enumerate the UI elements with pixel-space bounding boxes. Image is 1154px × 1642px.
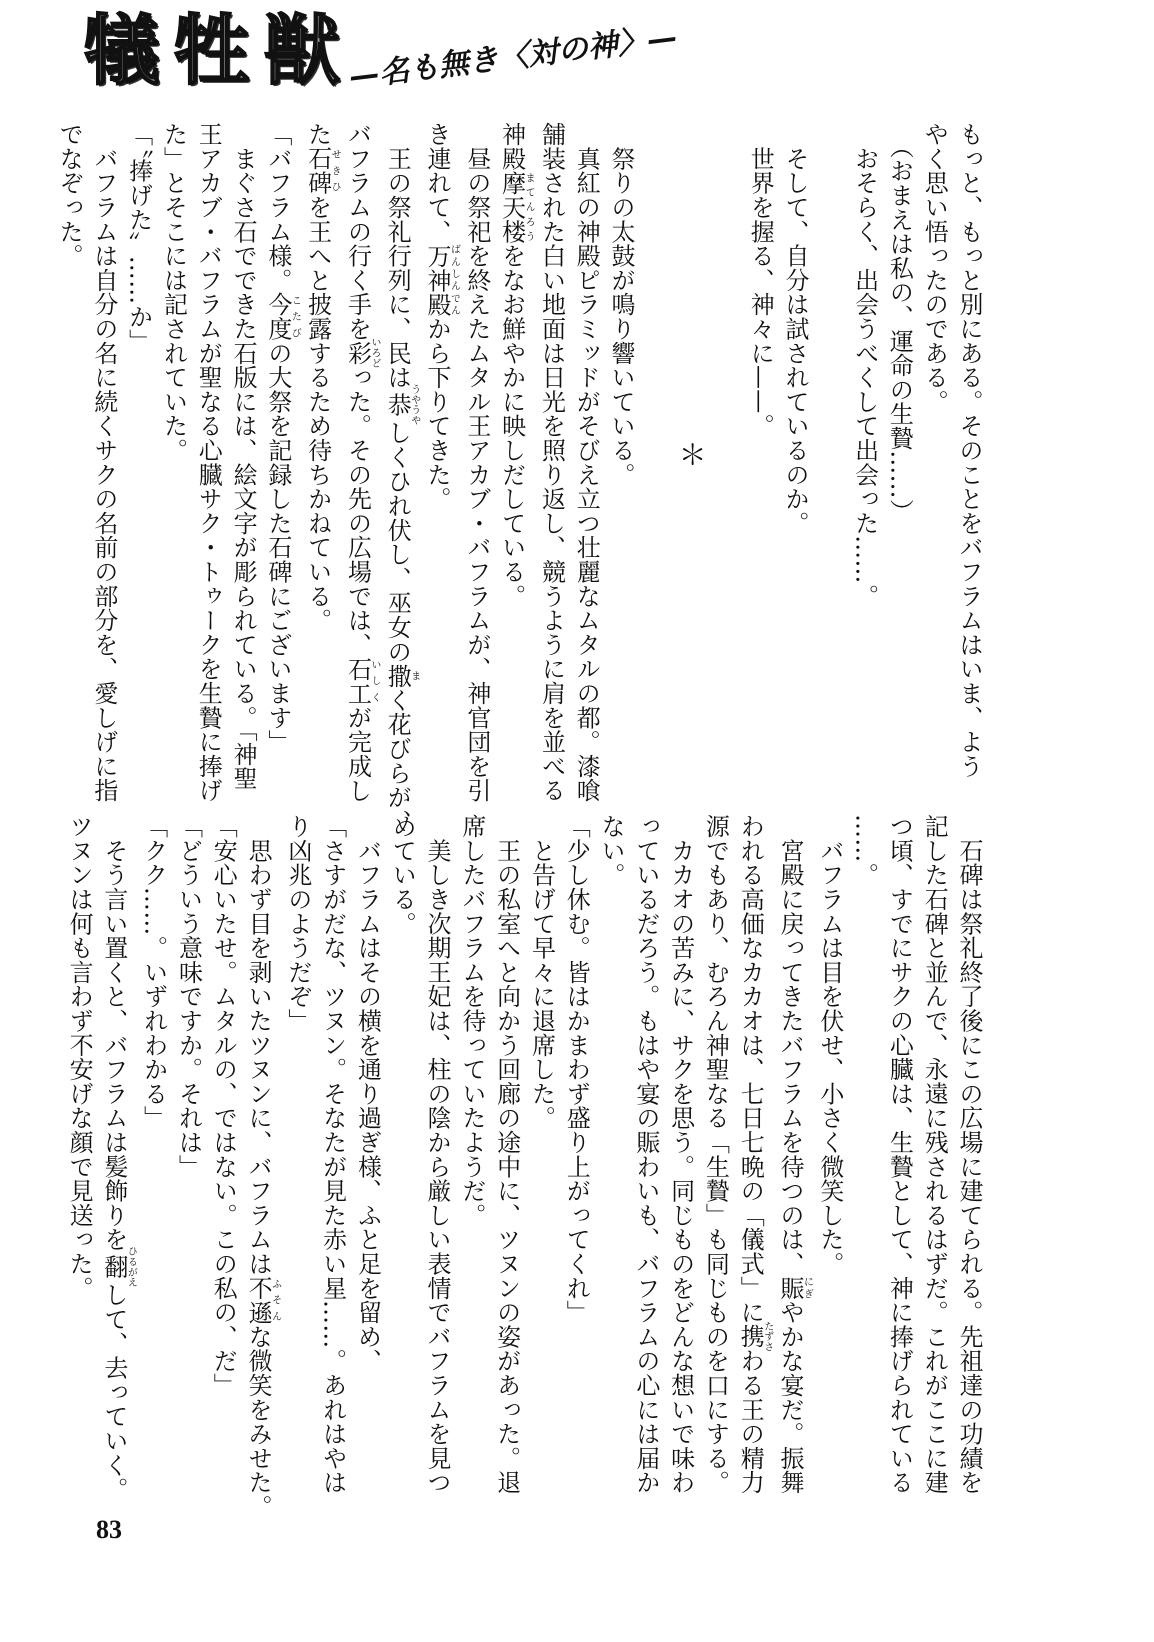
text-line: まぐさ石でできた石版には、絵文字が彫られている。「神聖 xyxy=(229,122,258,791)
text-line: そして、自分は試されているのか。 xyxy=(781,122,810,536)
ruby-annotation: 賑にぎ xyxy=(776,1275,813,1301)
text-line: 王の祭礼行列に、民は恭うやうやしくひれ伏し、巫女の撒まく花びらが、 xyxy=(383,122,420,834)
ruby-annotation: 携たずさ xyxy=(736,1321,773,1352)
ruby-annotation: 石碑せきひ xyxy=(303,146,341,195)
ruby-annotation: 翻ひるがえ xyxy=(99,1246,137,1288)
ruby-reading: せきひ xyxy=(329,146,341,195)
text-line: 「少し休む。皆はかまわず盛り上がってくれ」 xyxy=(562,814,591,1325)
text-line: 昼の祭祀を終えたムタル王アカブ・バフラムが、神官団を引 xyxy=(462,122,491,803)
text-line: た石碑せきひを王へと披露するため待ちかねている。 xyxy=(303,122,341,633)
text-line: ない。 xyxy=(597,814,626,887)
text-line: やく思い悟ったのである。 xyxy=(920,122,949,414)
text-line: ……。 xyxy=(850,814,879,887)
ruby-annotation: 不遜ふそん xyxy=(244,1275,281,1325)
text-line: た」とそこには記されていた。 xyxy=(159,122,188,463)
text-line: 舗装された白い地面は日光を照り返し、競うように肩を並べる xyxy=(537,122,566,803)
ruby-reading: ま xyxy=(408,663,420,688)
text-line: 思わず目を剥いたツヌンに、バフラムは不遜ふそんな微笑をみせた。 xyxy=(244,814,281,1519)
title-main: 犠牲獣 xyxy=(84,6,354,95)
ruby-reading: ひるがえ xyxy=(125,1246,137,1288)
text-line: めている。 xyxy=(388,814,417,936)
ruby-reading: ふそん xyxy=(269,1275,281,1325)
text-line: カカオの苦みに、サクを思う。同じものをどんな想いで味わ xyxy=(666,814,695,1495)
ruby-annotation: 彩いろど xyxy=(343,337,380,369)
text-line: り凶兆のようだぞ」 xyxy=(283,814,312,1033)
ruby-annotation: 撒ま xyxy=(383,663,420,688)
text-line: 神殿摩天楼まてんろうをなお鮮やかに映しだしている。 xyxy=(497,122,535,609)
ruby-reading: たずさ xyxy=(761,1321,773,1352)
ruby-reading: ばんしんでん xyxy=(448,243,460,317)
text-line: （おまえは私の、運命の生贄……） xyxy=(885,122,914,524)
ruby-reading: にぎ xyxy=(801,1275,813,1301)
text-line: 美しき次期王妃は、柱の陰から厳しい表情でバフラムを見つ xyxy=(423,814,452,1495)
ruby-reading: こたび xyxy=(289,292,301,341)
text-line: もっと、もっと別にある。そのことをバフラムはいま、よう xyxy=(955,122,983,779)
ruby-annotation: 恭うやうや xyxy=(383,384,420,426)
text-line: 「〝捧げた〟……か」 xyxy=(124,122,153,353)
text-line: バフラムはその横を通り過ぎ様、ふと足を留め、 xyxy=(353,814,382,1373)
text-line: 真紅の神殿ピラミッドがそびえ立つ壮麗なムタルの都。漆喰 xyxy=(572,122,601,803)
text-line xyxy=(708,122,743,787)
text-line: われる高価なカカオは、七日七晩の「儀式」に携たずさわる王の精力 xyxy=(736,814,773,1495)
text-line: と告げて早々に退席した。 xyxy=(527,814,556,1130)
ruby-reading: いしく xyxy=(368,656,380,706)
text-line: 王の私室へと向かう回廊の途中に、ツヌンの姿があった。退 xyxy=(492,814,521,1495)
text-line xyxy=(812,122,847,787)
text-line: 記した石碑と並んで、永遠に残されるはずだ。これがここに建 xyxy=(920,814,949,1495)
ruby-annotation: 石工いしく xyxy=(343,656,380,706)
text-line: 「どういう意味ですか。それは」 xyxy=(174,814,203,1179)
chapter-title xyxy=(84,4,678,94)
text-line: っているだろう。もはや宴の賑わいも、バフラムの心には届か xyxy=(631,814,660,1495)
text-line: 席したバフラムを待っていたようだ。 xyxy=(457,814,486,1228)
ruby-annotation: 万神殿ばんしんでん xyxy=(423,243,460,317)
text-line xyxy=(638,122,673,787)
text-line: ツヌンは何も言わず不安げな顔で見送った。 xyxy=(65,814,94,1300)
text-line: つ頃、すでにサクの心臓は、生贄として、神に捧げられている xyxy=(885,814,914,1495)
text-line: き連れて、万神殿ばんしんでんから下りてきた。 xyxy=(423,122,460,511)
ruby-annotation: 摩天楼まてんろう xyxy=(497,170,535,244)
title-subtitle: —名も無き〈対の神〉— xyxy=(347,19,680,95)
section-break-asterisk: ＊ xyxy=(674,440,708,469)
ruby-annotation: 今度こたび xyxy=(263,292,301,341)
text-block-top xyxy=(55,122,986,834)
text-line: おそらく、出会うべくして出会った……。 xyxy=(850,122,879,608)
text-line: 祭りの太鼓が鳴り響いている。 xyxy=(607,122,636,487)
text-line: 王アカブ・バフラムが聖なる心臓サク・トゥークを生贄に捧げ xyxy=(194,122,223,803)
page-number: 83 xyxy=(96,1515,122,1544)
text-line: バフラムは自分の名に続くサクの名前の部分を、愛しげに指 xyxy=(89,122,118,803)
ruby-reading: うやうや xyxy=(408,384,420,426)
text-line: でなぞった。 xyxy=(55,122,84,268)
text-line: 「クク……。いずれわかる」 xyxy=(139,814,168,1130)
text-block-bottom xyxy=(65,814,986,1519)
text-line: 宮殿に戻ってきたバフラムを待つのは、賑にぎやかな宴だ。振舞 xyxy=(776,814,813,1495)
text-line: 石碑は祭礼終了後にこの広場に建てられる。先祖達の功績を xyxy=(955,814,983,1495)
text-line: 「バフラム様。今度こたびの大祭を記録した石碑にございます」 xyxy=(263,122,301,754)
text-line: バフラムは目を伏せ、小さく微笑した。 xyxy=(815,814,844,1276)
text-line: そう言い置くと、バフラムは髪飾りを翻ひるがえして、去っていく。 xyxy=(99,814,137,1502)
text-line: 「さすがだな、ツヌン。そなたが見た赤い星……。あれはやは xyxy=(318,814,347,1495)
text-line: 源でもあり、むろん神聖なる「生贄」も同じものを口にする。 xyxy=(701,814,730,1495)
text-line: バフラムの行く手を彩いろどった。その先の広場では、石工いしくが完成し xyxy=(343,122,380,803)
text-line: 世界を握る、神々に——。 xyxy=(746,122,775,438)
text-line: 「安心いたせ。ムタルの、ではない。この私の、だ」 xyxy=(209,814,238,1398)
ruby-reading: いろど xyxy=(368,337,380,369)
ruby-reading: まてんろう xyxy=(523,170,535,244)
